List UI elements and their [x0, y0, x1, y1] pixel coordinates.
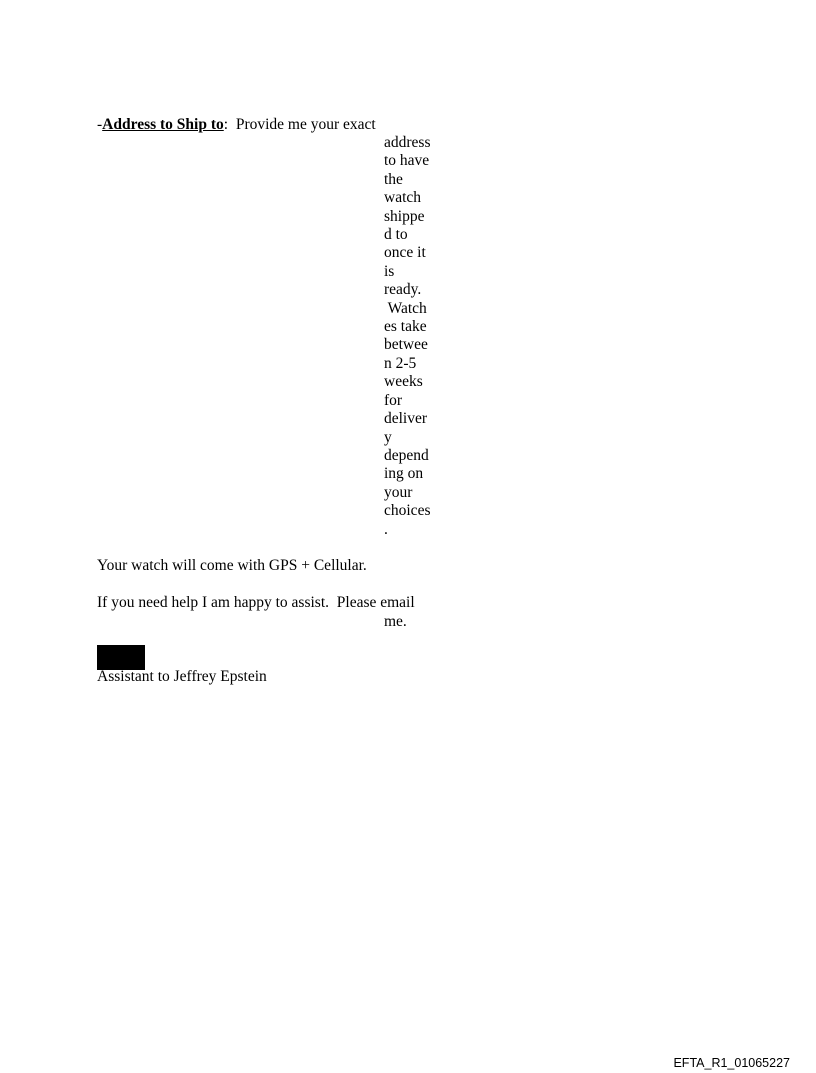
address-instruction-text: : Provide me your exact: [223, 116, 376, 133]
wrapped-line: address: [384, 134, 431, 151]
signature-title: Assistant to Jeffrey Epstein: [97, 668, 267, 685]
wrapped-line: Watch: [384, 299, 427, 317]
list-dash: -: [97, 116, 103, 133]
address-label: Address to Ship to: [102, 116, 224, 133]
wrapped-line: for: [384, 391, 403, 409]
wrapped-line: depend: [384, 446, 429, 464]
wrapped-line: .: [384, 520, 388, 538]
address-instruction-line: [97, 116, 376, 134]
wrapped-line: n 2-5: [384, 354, 417, 372]
gps-sentence: Your watch will come with GPS + Cellular.: [97, 557, 367, 574]
wrapped-line: d to: [384, 226, 408, 244]
wrapped-line: watch: [384, 189, 422, 207]
wrapped-line: shippe: [384, 207, 425, 225]
wrapped-line: deliver: [384, 410, 428, 428]
wrapped-line: ing on: [384, 465, 424, 483]
wrapped-line: to have: [384, 152, 430, 170]
wrapped-line: ready.: [384, 281, 422, 299]
wrapped-line: your: [384, 483, 413, 501]
wrapped-line: betwee: [384, 336, 428, 354]
document-id: EFTA_R1_01065227: [673, 1056, 790, 1070]
wrapped-line: the: [384, 170, 403, 188]
help-sentence-line1: If you need help I am happy to assist. Please email: [97, 594, 415, 611]
wrapped-line: y: [384, 428, 392, 446]
wrapped-line: is: [384, 262, 395, 280]
wrapped-line: es take: [384, 318, 427, 336]
help-sentence-line2: me.: [384, 613, 407, 630]
wrapped-line: weeks: [384, 373, 423, 391]
wrapped-line: once it: [384, 244, 426, 262]
address-wrapped-column: [384, 134, 436, 539]
wrapped-line: choices: [384, 502, 431, 520]
redaction-box: [97, 645, 145, 670]
